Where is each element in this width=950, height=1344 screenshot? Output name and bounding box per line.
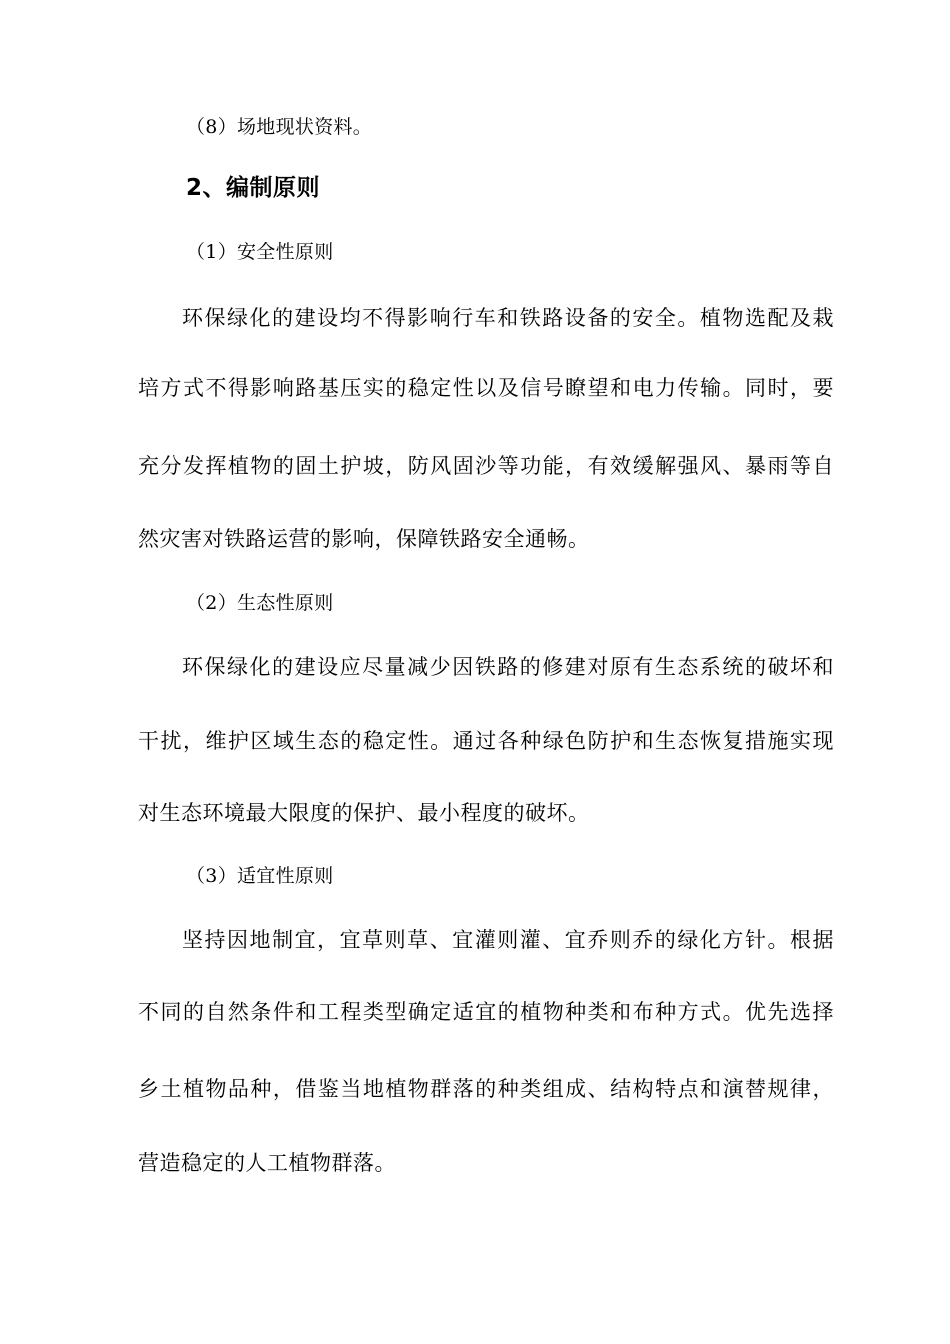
paragraph-line (138, 1074, 834, 1104)
paragraph-text: 培方式不得影响路基压实的稳定性以及信号瞭望和电力传输。同时，要 (138, 376, 834, 400)
paragraph-line: 对生态环境最大限度的保护、最小程度的破坏。 (138, 801, 590, 825)
paragraph-text: 环保绿化的建设均不得影响行车和铁路设备的安全。植物选配及栽 (182, 306, 834, 330)
paragraph-text: 干扰，维护区域生态的稳定性。通过各种绿色防护和生态恢复措施实现 (138, 729, 834, 753)
paragraph-text: 充分发挥植物的固土护坡，防风固沙等功能，有效缓解强风、暴雨等自 (138, 454, 834, 478)
paragraph-line (138, 373, 834, 403)
paragraph-line (138, 997, 834, 1027)
paragraph-text: 坚持因地制宜，宜草则草、宜灌则灌、宜乔则乔的绿化方针。根据 (182, 928, 834, 952)
paragraph-line: 营造稳定的人工植物群落。 (138, 1151, 396, 1175)
principle-title-suitability: （3）适宜性原则 (186, 865, 334, 887)
paragraph-text: 乡土植物品种，借鉴当地植物群落的种类组成、结构特点和演替规律， (138, 1077, 834, 1101)
paragraph-line (138, 451, 834, 481)
principle-title-safety: （1）安全性原则 (186, 241, 334, 263)
paragraph-text: 不同的自然条件和工程类型确定适宜的植物种类和布种方式。优先选择 (138, 1000, 834, 1024)
section-heading: 2、编制原则 (186, 175, 321, 201)
paragraph-line (182, 652, 834, 682)
paragraph-line (138, 726, 834, 756)
paragraph-line (182, 925, 834, 955)
list-item-8: （8）场地现状资料。 (186, 116, 373, 138)
paragraph-text: 环保绿化的建设应尽量减少因铁路的修建对原有生态系统的破坏和 (182, 655, 834, 679)
paragraph-line (182, 303, 834, 333)
paragraph-line: 然灾害对铁路运营的影响，保障铁路安全通畅。 (138, 527, 590, 551)
principle-title-ecology: （2）生态性原则 (186, 592, 334, 614)
